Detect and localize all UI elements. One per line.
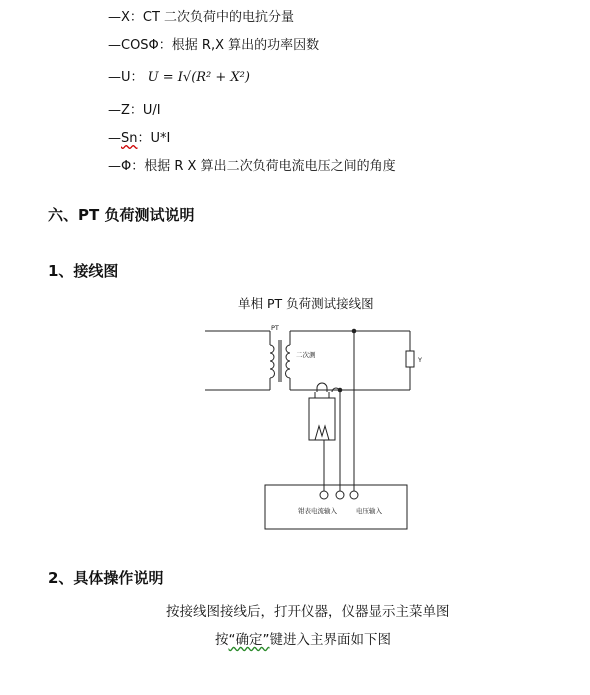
item-z: —Z：U/I	[108, 103, 161, 118]
clamp-input-label: 钳表电流输入	[298, 507, 337, 515]
diagram-caption: 单相 PT 负荷测试接线图	[238, 296, 374, 311]
voltage-input-label: 电压输入	[356, 507, 382, 515]
pt-label: PT	[271, 324, 279, 332]
voltage-terminal-2-icon	[350, 491, 358, 499]
voltage-terminal-1-icon	[336, 491, 344, 499]
item-u: —U： U = I√(R² + X²)	[108, 70, 250, 85]
item-x: —X：CT 二次负荷中的电抗分量	[108, 10, 295, 25]
secondary-label: 二次测	[296, 351, 316, 359]
load-label: Y	[418, 356, 422, 364]
item-cos: —COSΦ：根据 R,X 算出的功率因数	[108, 38, 320, 53]
subheading-operation: 2、具体操作说明	[48, 569, 164, 587]
formula-u: U = I√(R² + X²)	[147, 70, 250, 85]
clamp-terminal-icon	[320, 491, 328, 499]
paragraph-2: 按“确定”键进入主界面如下图	[215, 632, 391, 648]
item-phi: —Φ：根据 R X 算出二次负荷电流电压之间的角度	[108, 159, 396, 174]
subheading-wiring: 1、接线图	[48, 262, 119, 280]
section-heading-6: 六、PT 负荷测试说明	[48, 206, 195, 224]
item-sn: —Sn：U*I	[108, 131, 171, 146]
paragraph-1: 按接线图接线后，打开仪器，仪器显示主菜单图	[166, 604, 450, 620]
